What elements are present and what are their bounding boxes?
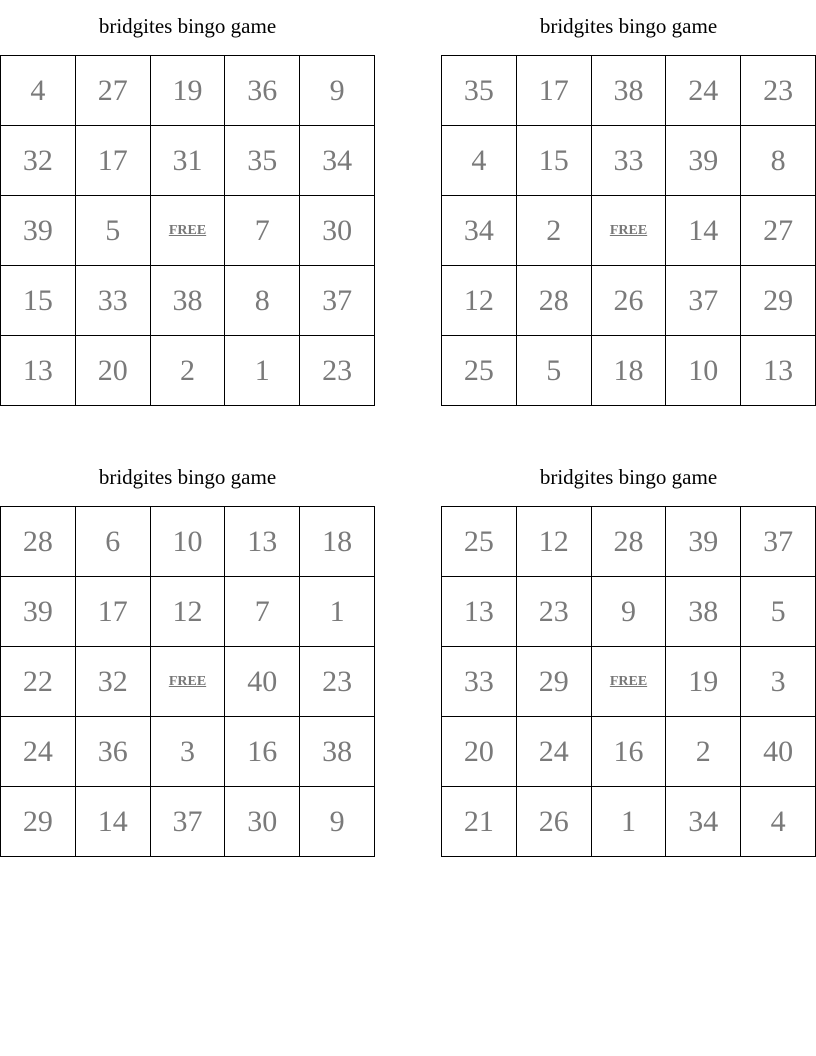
bingo-cell: 20 [75,336,150,406]
bingo-cell: 28 [516,266,591,336]
bingo-cell: 25 [442,336,517,406]
bingo-cell: 7 [225,577,300,647]
bingo-cell: 15 [1,266,76,336]
bingo-cell: 18 [591,336,666,406]
card-title: bridgites bingo game [98,465,277,489]
bingo-cell: 12 [442,266,517,336]
bingo-cell: 13 [741,336,816,406]
bingo-cell: 39 [666,507,741,577]
bingo-cell: 39 [1,196,76,266]
free-space-cell: FREE [150,196,225,266]
bingo-cell: 40 [741,717,816,787]
grid-row [442,336,816,406]
bingo-cell: 2 [150,336,225,406]
bingo-cell: 24 [516,717,591,787]
bingo-cell: 4 [442,126,517,196]
bingo-cell: 9 [300,56,375,126]
bingo-cell: 9 [591,577,666,647]
bingo-cell: 2 [666,717,741,787]
bingo-cell: 39 [1,577,76,647]
bingo-cell: 35 [225,126,300,196]
bingo-cell: 27 [75,56,150,126]
bingo-cell: 16 [225,717,300,787]
grid-row [1,196,375,266]
free-space-cell: FREE [591,196,666,266]
grid-row [442,787,816,857]
grid-row [442,717,816,787]
bingo-cell: 10 [666,336,741,406]
bingo-cell: 5 [516,336,591,406]
grid-row [442,126,816,196]
bingo-cell: 19 [150,56,225,126]
bingo-cell: 24 [666,56,741,126]
bingo-cell: 17 [75,126,150,196]
bingo-cell: 19 [666,647,741,717]
bingo-cell: 18 [300,507,375,577]
bingo-cell: 1 [591,787,666,857]
bingo-cell: 6 [75,507,150,577]
grid-row [1,717,375,787]
bingo-cell: 13 [1,336,76,406]
bingo-cell: 3 [150,717,225,787]
bingo-cell: 17 [75,577,150,647]
bingo-card-1 [0,0,375,406]
bingo-grid [441,506,816,857]
bingo-cell: 25 [442,507,517,577]
bingo-cell: 40 [225,647,300,717]
bingo-cell: 28 [591,507,666,577]
bingo-cell: 23 [300,647,375,717]
grid-row [1,126,375,196]
card-title: bridgites bingo game [539,465,718,489]
bingo-cell: 23 [741,56,816,126]
bingo-cell: 9 [300,787,375,857]
bingo-cell: 26 [516,787,591,857]
bingo-cell: 35 [442,56,517,126]
bingo-cell: 32 [75,647,150,717]
bingo-cell: 8 [741,126,816,196]
bingo-cell: 34 [300,126,375,196]
bingo-cell: 29 [1,787,76,857]
bingo-card-4 [441,451,816,857]
bingo-cell: 37 [666,266,741,336]
bingo-cell: 34 [442,196,517,266]
free-space-cell: FREE [150,647,225,717]
bingo-cell: 21 [442,787,517,857]
bingo-cell: 14 [666,196,741,266]
bingo-cell: 8 [225,266,300,336]
bingo-cell: 32 [1,126,76,196]
bingo-cell: 34 [666,787,741,857]
bingo-cell: 12 [516,507,591,577]
bingo-cell: 22 [1,647,76,717]
bingo-cell: 4 [741,787,816,857]
bingo-card-3 [0,451,375,857]
grid-row [442,647,816,717]
bingo-cell: 1 [225,336,300,406]
grid-row [1,336,375,406]
bingo-grid [441,55,816,406]
bingo-cell: 15 [516,126,591,196]
bingo-cell: 10 [150,507,225,577]
bingo-cell: 13 [442,577,517,647]
bingo-cell: 29 [741,266,816,336]
bingo-cell: 23 [300,336,375,406]
bingo-cell: 5 [75,196,150,266]
free-space-cell: FREE [591,647,666,717]
grid-row [1,266,375,336]
bingo-grid [0,506,375,857]
bingo-cell: 33 [75,266,150,336]
bingo-cell: 7 [225,196,300,266]
card-title: bridgites bingo game [539,14,718,38]
bingo-cell: 38 [666,577,741,647]
bingo-cell: 30 [225,787,300,857]
bingo-cell: 28 [1,507,76,577]
bingo-cell: 31 [150,126,225,196]
bingo-cell: 38 [150,266,225,336]
bingo-cell: 17 [516,56,591,126]
grid-row [442,56,816,126]
bingo-grid [0,55,375,406]
bingo-cell: 23 [516,577,591,647]
bingo-cell: 16 [591,717,666,787]
bingo-cell: 33 [442,647,517,717]
bingo-cell: 30 [300,196,375,266]
grid-row [1,56,375,126]
bingo-cell: 3 [741,647,816,717]
bingo-cell: 36 [225,56,300,126]
bingo-cell: 33 [591,126,666,196]
bingo-cell: 2 [516,196,591,266]
bingo-cell: 36 [75,717,150,787]
grid-row [1,787,375,857]
bingo-card-2 [441,0,816,406]
bingo-cell: 38 [591,56,666,126]
bingo-cell: 13 [225,507,300,577]
bingo-cell: 37 [150,787,225,857]
grid-row [442,266,816,336]
bingo-cell: 37 [741,507,816,577]
bingo-cell: 4 [1,56,76,126]
bingo-cell: 38 [300,717,375,787]
bingo-cell: 14 [75,787,150,857]
bingo-cell: 37 [300,266,375,336]
bingo-cell: 26 [591,266,666,336]
grid-row [1,507,375,577]
grid-row [442,577,816,647]
grid-row [1,577,375,647]
card-title: bridgites bingo game [98,14,277,38]
bingo-cell: 29 [516,647,591,717]
grid-row [442,196,816,266]
bingo-cell: 12 [150,577,225,647]
grid-row [442,507,816,577]
grid-row [1,647,375,717]
bingo-cell: 27 [741,196,816,266]
bingo-cell: 1 [300,577,375,647]
bingo-cell: 5 [741,577,816,647]
bingo-cell: 39 [666,126,741,196]
bingo-cell: 20 [442,717,517,787]
bingo-cell: 24 [1,717,76,787]
